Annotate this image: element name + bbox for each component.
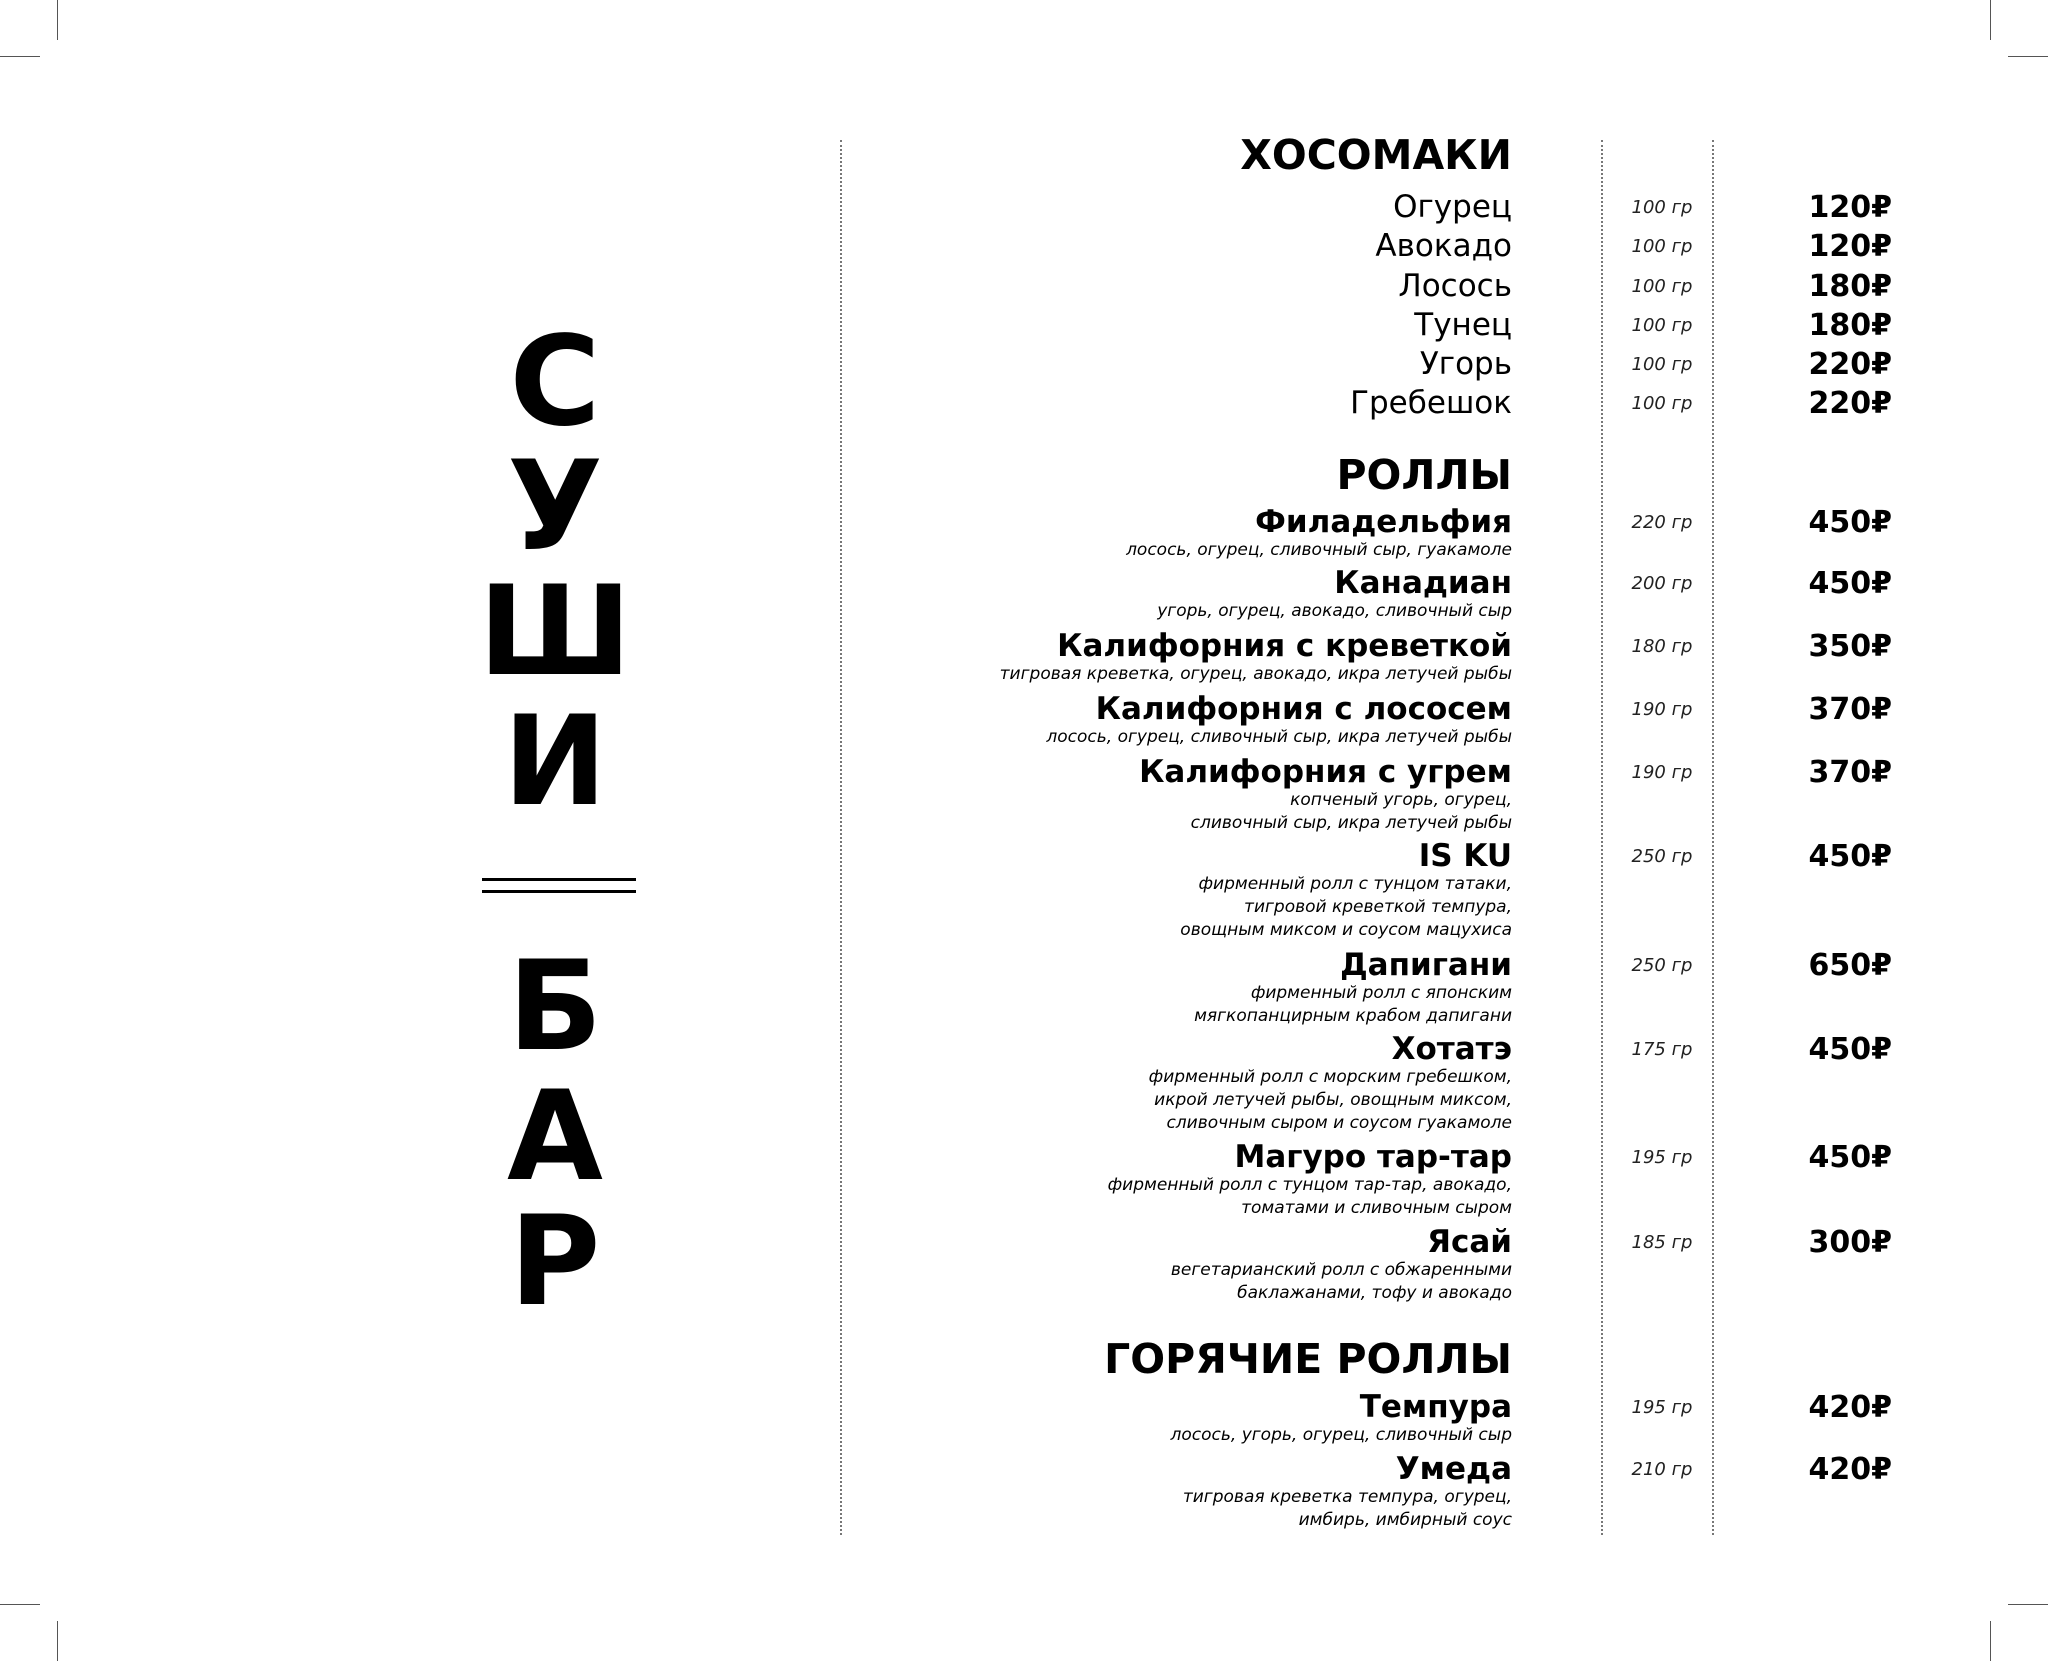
item-description: тигровая креветка темпура, огурец,	[1182, 1487, 1512, 1507]
item-price: 420₽	[1808, 1452, 1892, 1487]
title-letter: С	[509, 310, 601, 454]
item-name: Темпура	[1359, 1389, 1512, 1425]
item-price: 450₽	[1808, 566, 1892, 601]
item-name: Калифорния с креветкой	[1057, 628, 1512, 664]
item-weight: 250 гр	[1631, 955, 1693, 976]
item-name: Хотатэ	[1391, 1031, 1512, 1067]
item-name: Угорь	[1419, 346, 1512, 382]
item-weight: 195 гр	[1631, 1147, 1693, 1168]
title-letter: У	[507, 435, 603, 579]
item-description: сливочный сыр, икра летучей рыбы	[1190, 813, 1512, 833]
item-name: Калифорния с лососем	[1095, 691, 1512, 727]
item-name: Тунец	[1414, 307, 1512, 343]
item-description: мягкопанцирным крабом дапигани	[1194, 1006, 1512, 1026]
item-description: сливочным сыром и соусом гуакамоле	[1166, 1113, 1512, 1133]
item-description: копченый угорь, огурец,	[1290, 790, 1512, 810]
item-price: 450₽	[1808, 1140, 1892, 1175]
item-price: 180₽	[1808, 308, 1892, 343]
item-price: 450₽	[1808, 1032, 1892, 1067]
item-name: IS KU	[1418, 838, 1512, 874]
item-price: 650₽	[1808, 948, 1892, 983]
item-name: Умеда	[1395, 1451, 1512, 1487]
item-weight: 100 гр	[1631, 197, 1693, 218]
item-weight: 180 гр	[1631, 636, 1693, 657]
item-name: Авокадо	[1375, 228, 1512, 264]
item-weight: 210 гр	[1631, 1459, 1693, 1480]
item-weight: 100 гр	[1631, 236, 1693, 257]
item-description: имбирь, имбирный соус	[1298, 1510, 1512, 1530]
item-description: лосось, огурец, сливочный сыр, икра летучей рыбы	[1046, 727, 1512, 747]
item-description: томатами и сливочным сыром	[1241, 1198, 1512, 1218]
title-letter: А	[507, 1065, 603, 1209]
item-weight: 185 гр	[1631, 1232, 1693, 1253]
item-description: баклажанами, тофу и авокадо	[1237, 1283, 1512, 1303]
item-weight: 190 гр	[1631, 699, 1693, 720]
item-weight: 100 гр	[1631, 354, 1693, 375]
item-price: 180₽	[1808, 269, 1892, 304]
item-description: икрой летучей рыбы, овощным миксом,	[1154, 1090, 1512, 1110]
item-price: 450₽	[1808, 839, 1892, 874]
item-description: тигровой креветкой темпура,	[1244, 897, 1512, 917]
section-title: РОЛЛЫ	[1336, 451, 1512, 499]
item-weight: 100 гр	[1631, 393, 1693, 414]
item-description: угорь, огурец, авокадо, сливочный сыр	[1157, 601, 1512, 621]
item-description: фирменный ролл с тунцом тар-тар, авокадо,	[1107, 1175, 1512, 1195]
item-name: Гребешок	[1350, 385, 1512, 421]
title-letter: И	[503, 690, 607, 834]
item-weight: 250 гр	[1631, 846, 1693, 867]
item-price: 370₽	[1808, 755, 1892, 790]
section-title: ГОРЯЧИЕ РОЛЛЫ	[1104, 1335, 1512, 1383]
item-weight: 190 гр	[1631, 762, 1693, 783]
item-weight: 200 гр	[1631, 573, 1693, 594]
item-description: лосось, угорь, огурец, сливочный сыр	[1170, 1425, 1512, 1445]
item-price: 220₽	[1808, 386, 1892, 421]
item-description: овощным миксом и соусом мацухиса	[1180, 920, 1512, 940]
item-weight: 195 гр	[1631, 1397, 1693, 1418]
item-name: Дапигани	[1340, 947, 1512, 983]
item-description: фирменный ролл с японским	[1250, 983, 1512, 1003]
item-weight: 220 гр	[1631, 512, 1693, 533]
section-title: ХОСОМАКИ	[1240, 131, 1512, 179]
item-description: фирменный ролл с тунцом татаки,	[1198, 874, 1512, 894]
item-name: Лосось	[1398, 268, 1512, 304]
item-description: фирменный ролл с морским гребешком,	[1148, 1067, 1512, 1087]
item-price: 370₽	[1808, 692, 1892, 727]
title-letter: Б	[507, 935, 603, 1079]
item-price: 120₽	[1808, 229, 1892, 264]
title-letter: Р	[509, 1190, 601, 1334]
item-name: Ясай	[1427, 1224, 1512, 1260]
item-name: Огурец	[1393, 189, 1512, 225]
item-weight: 175 гр	[1631, 1039, 1693, 1060]
item-price: 350₽	[1808, 629, 1892, 664]
item-name: Канадиан	[1334, 565, 1512, 601]
item-price: 220₽	[1808, 347, 1892, 382]
item-name: Калифорния с угрем	[1139, 754, 1512, 790]
item-description: вегетарианский ролл с обжаренными	[1170, 1260, 1512, 1280]
item-price: 450₽	[1808, 505, 1892, 540]
item-price: 300₽	[1808, 1225, 1892, 1260]
item-name: Филадельфия	[1255, 504, 1512, 540]
title-letter: Ш	[478, 560, 632, 704]
item-price: 120₽	[1808, 190, 1892, 225]
item-weight: 100 гр	[1631, 315, 1693, 336]
item-price: 420₽	[1808, 1390, 1892, 1425]
item-description: лосось, огурец, сливочный сыр, гуакамоле	[1126, 540, 1512, 560]
item-description: тигровая креветка, огурец, авокадо, икра летучей рыбы	[999, 664, 1512, 684]
item-weight: 100 гр	[1631, 276, 1693, 297]
item-name: Магуро тар-тар	[1234, 1139, 1512, 1175]
